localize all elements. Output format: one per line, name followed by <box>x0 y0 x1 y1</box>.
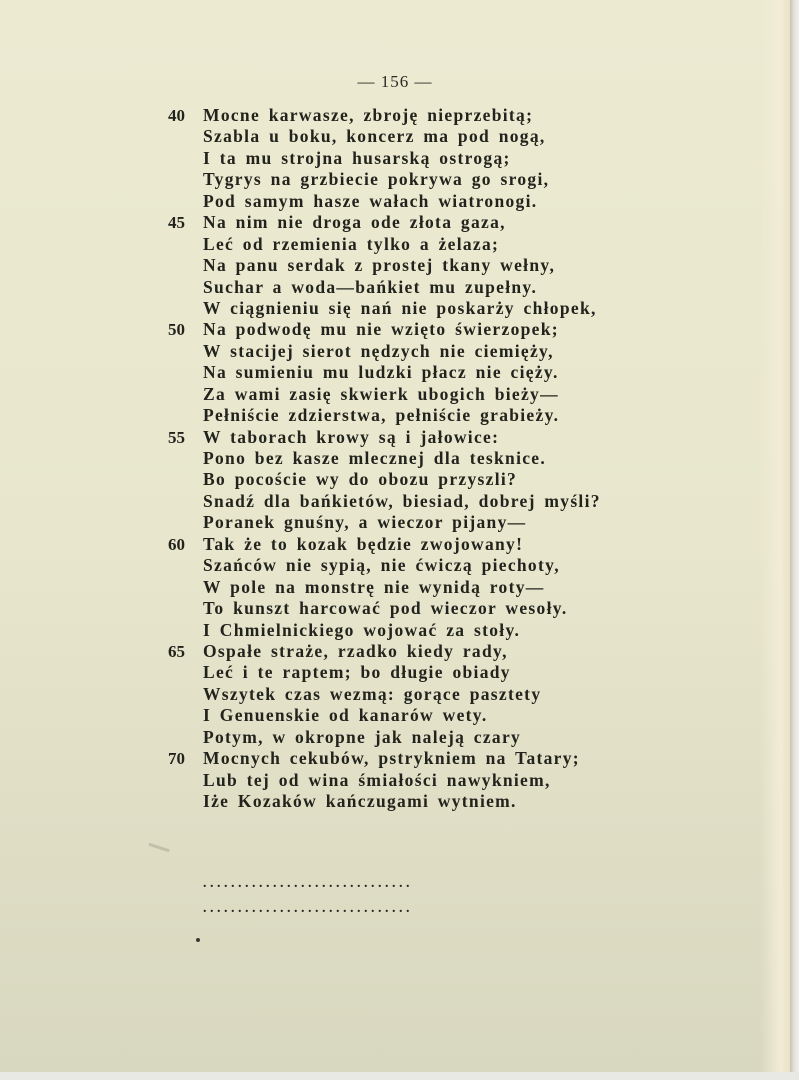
poem-line <box>0 727 790 748</box>
poem-line <box>0 448 790 469</box>
line-text: Potym, w okropne jak naleją czary <box>203 726 522 747</box>
poem-line <box>0 577 790 598</box>
line-text: Bo pocoście wy do obozu przyszli? <box>203 469 518 490</box>
line-text: I Genuenskie od kanarów wety. <box>203 705 488 726</box>
line-number: 50 <box>168 320 185 340</box>
poem-line <box>0 384 790 405</box>
poem-line <box>0 662 790 683</box>
poem-line <box>0 641 790 662</box>
line-number: 40 <box>168 106 185 125</box>
line-number: 45 <box>168 213 185 233</box>
line-text: W taborach krowy są i jałowice: <box>203 426 500 447</box>
poem-line <box>0 512 790 533</box>
line-text: To kunszt harcować pod wieczor wesoły. <box>203 598 568 619</box>
poem-line <box>0 770 790 791</box>
line-text: Iże Kozaków kańczugami wytniem. <box>203 791 517 811</box>
poem-line <box>0 212 790 233</box>
poem-line <box>0 105 790 126</box>
line-text: Tak że to kozak będzie zwojowany! <box>203 533 524 554</box>
poem-line <box>0 555 790 576</box>
poem-line <box>0 684 790 705</box>
poem-line <box>0 255 790 276</box>
line-text: Za wami zasię skwierk ubogich bieży— <box>203 383 559 404</box>
poem-line <box>0 469 790 490</box>
line-text: Szańców nie sypią, nie ćwiczą piechoty, <box>203 555 560 576</box>
poem-line <box>0 427 790 448</box>
ellipsis-line: .............................. <box>203 901 413 916</box>
ellipsis-line: .............................. <box>203 876 413 891</box>
poem-line <box>0 234 790 255</box>
poem-line <box>0 620 790 641</box>
poem-line <box>0 748 790 769</box>
poem-line <box>0 598 790 619</box>
line-number: 55 <box>168 427 185 447</box>
line-text: Suchar a woda—bańkiet mu zupełny. <box>203 276 538 297</box>
poem-line <box>0 191 790 212</box>
line-text: I Chmielnickiego wojować za stoły. <box>203 619 521 640</box>
line-text: Na podwodę mu nie wzięto świerzopek; <box>203 319 559 340</box>
line-number: 65 <box>168 641 185 661</box>
line-text: Wszytek czas wezmą: gorące pasztety <box>203 683 542 704</box>
line-text: Leć i te raptem; bo długie obiady <box>203 662 511 683</box>
page-smudge <box>148 843 170 853</box>
line-text: Lub tej od wina śmiałości nawykniem, <box>203 769 551 790</box>
poem-line <box>0 705 790 726</box>
line-text: W stacijej sierot nędzych nie ciemięży, <box>203 340 554 361</box>
line-text: Leć od rzemienia tylko a żelaza; <box>203 233 500 254</box>
line-text: Mocne karwasze, zbroję nieprzebitą; <box>203 105 534 125</box>
line-text: Pod samym hasze wałach wiatronogi. <box>203 190 538 211</box>
line-number: 60 <box>168 534 185 554</box>
poem-text <box>0 105 790 812</box>
line-text: W pole na monstrę nie wynidą roty— <box>203 576 545 597</box>
poem-line <box>0 791 790 812</box>
poem-line <box>0 534 790 555</box>
poem-line <box>0 298 790 319</box>
line-text: Na sumieniu mu ludzki płacz nie cięży. <box>203 362 559 383</box>
line-text: Na nim nie droga ode złota gaza, <box>203 212 506 233</box>
poem-line <box>0 148 790 169</box>
line-text: Na panu serdak z prostej tkany wełny, <box>203 255 556 276</box>
poem-line <box>0 169 790 190</box>
poem-line <box>0 341 790 362</box>
line-text: W ciągnieniu się nań nie poskarży chłopek, <box>203 297 597 318</box>
poem-line <box>0 491 790 512</box>
line-text: Pono bez kasze mlecznej dla tesknice. <box>203 448 547 468</box>
line-text: Ospałe straże, rzadko kiedy rady, <box>203 640 508 661</box>
poem-line <box>0 405 790 426</box>
line-text: Szabla u boku, koncerz ma pod nogą, <box>203 126 546 147</box>
poem-line <box>0 126 790 147</box>
page-edge <box>790 0 799 1080</box>
line-text: Poranek gnuśny, a wieczor pijany— <box>203 512 527 533</box>
ink-dot <box>196 938 200 942</box>
poem-line <box>0 362 790 383</box>
line-number: 70 <box>168 749 185 769</box>
line-text: I ta mu strojna husarską ostrogą; <box>203 147 511 168</box>
line-text: Mocnych cekubów, pstrykniem na Tatary; <box>203 748 580 769</box>
poem-line <box>0 277 790 298</box>
line-text: Pełniście zdzierstwa, pełniście grabieży. <box>203 405 560 426</box>
page-number: — 156 — <box>357 72 433 91</box>
line-text: Snadź dla bańkietów, biesiad, dobrej myśli? <box>203 490 601 511</box>
scan-border <box>0 1072 799 1080</box>
line-text: Tygrys na grzbiecie pokrywa go srogi, <box>203 169 550 190</box>
poem-line <box>0 319 790 340</box>
